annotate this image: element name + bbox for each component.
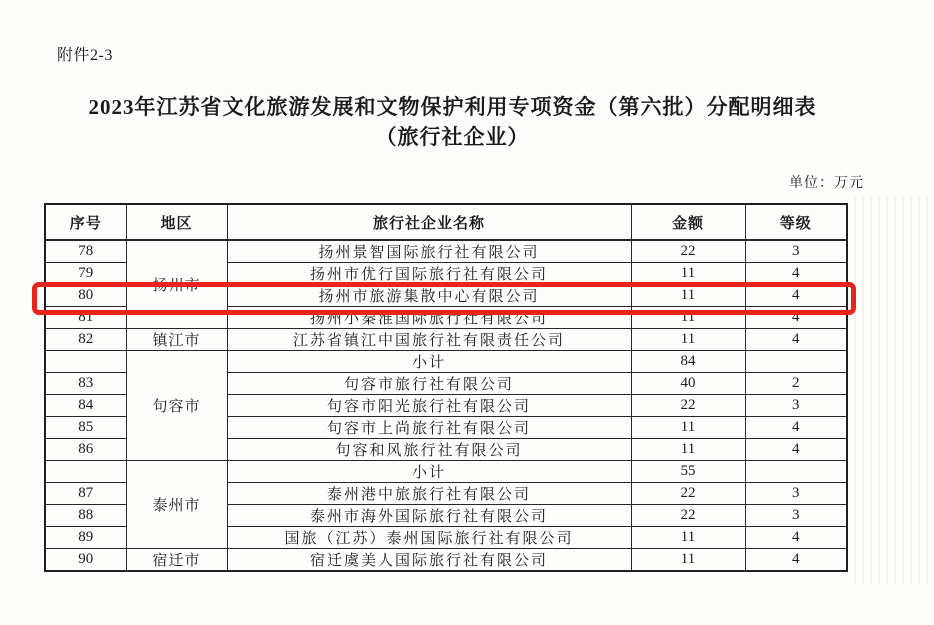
scan-artifact-streaks xyxy=(854,196,934,584)
cell-grade: 3 xyxy=(745,240,847,263)
column-header-2: 旅行社企业名称 xyxy=(227,204,631,240)
subtotal-row xyxy=(45,351,847,373)
cell-company-name: 句容市旅行社有限公司 xyxy=(227,373,631,395)
cell-company-name: 国旅（江苏）泰州国际旅行社有限公司 xyxy=(227,527,631,549)
cell-region: 宿迁市 xyxy=(126,549,227,572)
cell-grade: 3 xyxy=(745,395,847,417)
cell-company-name: 扬州市优行国际旅行社有限公司 xyxy=(227,263,631,285)
cell-serial: 84 xyxy=(45,395,126,417)
cell-serial: 89 xyxy=(45,527,126,549)
cell-amount: 22 xyxy=(631,483,745,505)
cell-amount: 40 xyxy=(631,373,745,395)
cell-serial: 78 xyxy=(45,240,126,263)
cell-grade: 3 xyxy=(745,483,847,505)
cell-grade: 4 xyxy=(745,549,847,572)
cell-amount: 22 xyxy=(631,240,745,263)
cell-company-name: 江苏省镇江中国旅行社有限责任公司 xyxy=(227,329,631,351)
cell-grade: 4 xyxy=(745,285,847,307)
cell-company-name: 宿迁虞美人国际旅行社有限公司 xyxy=(227,549,631,572)
cell-grade: 2 xyxy=(745,373,847,395)
cell-amount: 11 xyxy=(631,549,745,572)
cell-amount: 11 xyxy=(631,527,745,549)
cell-amount: 11 xyxy=(631,307,745,329)
cell-amount: 84 xyxy=(631,351,745,373)
cell-grade: 4 xyxy=(745,263,847,285)
cell-serial xyxy=(45,461,126,483)
cell-company-name: 泰州港中旅旅行社有限公司 xyxy=(227,483,631,505)
cell-company-name: 小计 xyxy=(227,351,631,373)
cell-serial: 81 xyxy=(45,307,126,329)
title-line-2: （旅行社企业） xyxy=(375,125,530,149)
cell-region: 泰州市 xyxy=(126,461,227,549)
cell-serial: 82 xyxy=(45,329,126,351)
cell-serial: 88 xyxy=(45,505,126,527)
cell-grade: 4 xyxy=(745,527,847,549)
unit-note: 单位：万元 xyxy=(789,176,864,191)
cell-serial: 85 xyxy=(45,417,126,439)
column-header-0: 序号 xyxy=(45,204,126,240)
cell-serial: 90 xyxy=(45,549,126,572)
cell-amount: 11 xyxy=(631,329,745,351)
cell-region: 句容市 xyxy=(126,351,227,461)
column-header-3: 金额 xyxy=(631,204,745,240)
cell-amount: 11 xyxy=(631,417,745,439)
table-header-row xyxy=(45,204,847,240)
cell-company-name: 扬州市旅游集散中心有限公司 xyxy=(227,285,631,307)
cell-grade xyxy=(745,461,847,483)
table-row xyxy=(45,329,847,351)
cell-serial: 79 xyxy=(45,263,126,285)
subtotal-row xyxy=(45,461,847,483)
document-title xyxy=(0,92,905,152)
cell-serial: 83 xyxy=(45,373,126,395)
cell-grade: 4 xyxy=(745,417,847,439)
cell-company-name: 泰州市海外国际旅行社有限公司 xyxy=(227,505,631,527)
cell-grade: 4 xyxy=(745,307,847,329)
allocation-table xyxy=(44,203,848,572)
cell-amount: 11 xyxy=(631,439,745,461)
cell-amount: 55 xyxy=(631,461,745,483)
column-header-4: 等级 xyxy=(745,204,847,240)
cell-company-name: 扬州小秦淮国际旅行社有限公司 xyxy=(227,307,631,329)
cell-amount: 11 xyxy=(631,263,745,285)
cell-amount: 11 xyxy=(631,285,745,307)
attachment-label: 附件2-3 xyxy=(57,47,113,64)
cell-company-name: 句容市阳光旅行社有限公司 xyxy=(227,395,631,417)
cell-region: 镇江市 xyxy=(126,329,227,351)
cell-amount: 22 xyxy=(631,395,745,417)
column-header-1: 地区 xyxy=(126,204,227,240)
table-row xyxy=(45,549,847,572)
cell-grade: 4 xyxy=(745,329,847,351)
cell-serial: 80 xyxy=(45,285,126,307)
cell-serial xyxy=(45,351,126,373)
table-row xyxy=(45,240,847,263)
cell-amount: 22 xyxy=(631,505,745,527)
cell-company-name: 扬州景智国际旅行社有限公司 xyxy=(227,240,631,263)
cell-company-name: 小计 xyxy=(227,461,631,483)
cell-grade: 3 xyxy=(745,505,847,527)
cell-company-name: 句容市上尚旅行社有限公司 xyxy=(227,417,631,439)
cell-company-name: 句容和风旅行社有限公司 xyxy=(227,439,631,461)
cell-grade: 4 xyxy=(745,439,847,461)
cell-grade xyxy=(745,351,847,373)
title-line-1: 2023年江苏省文化旅游发展和文物保护利用专项资金（第六批）分配明细表 xyxy=(88,95,817,119)
cell-serial: 86 xyxy=(45,439,126,461)
cell-region: 扬州市 xyxy=(126,240,227,329)
cell-serial: 87 xyxy=(45,483,126,505)
